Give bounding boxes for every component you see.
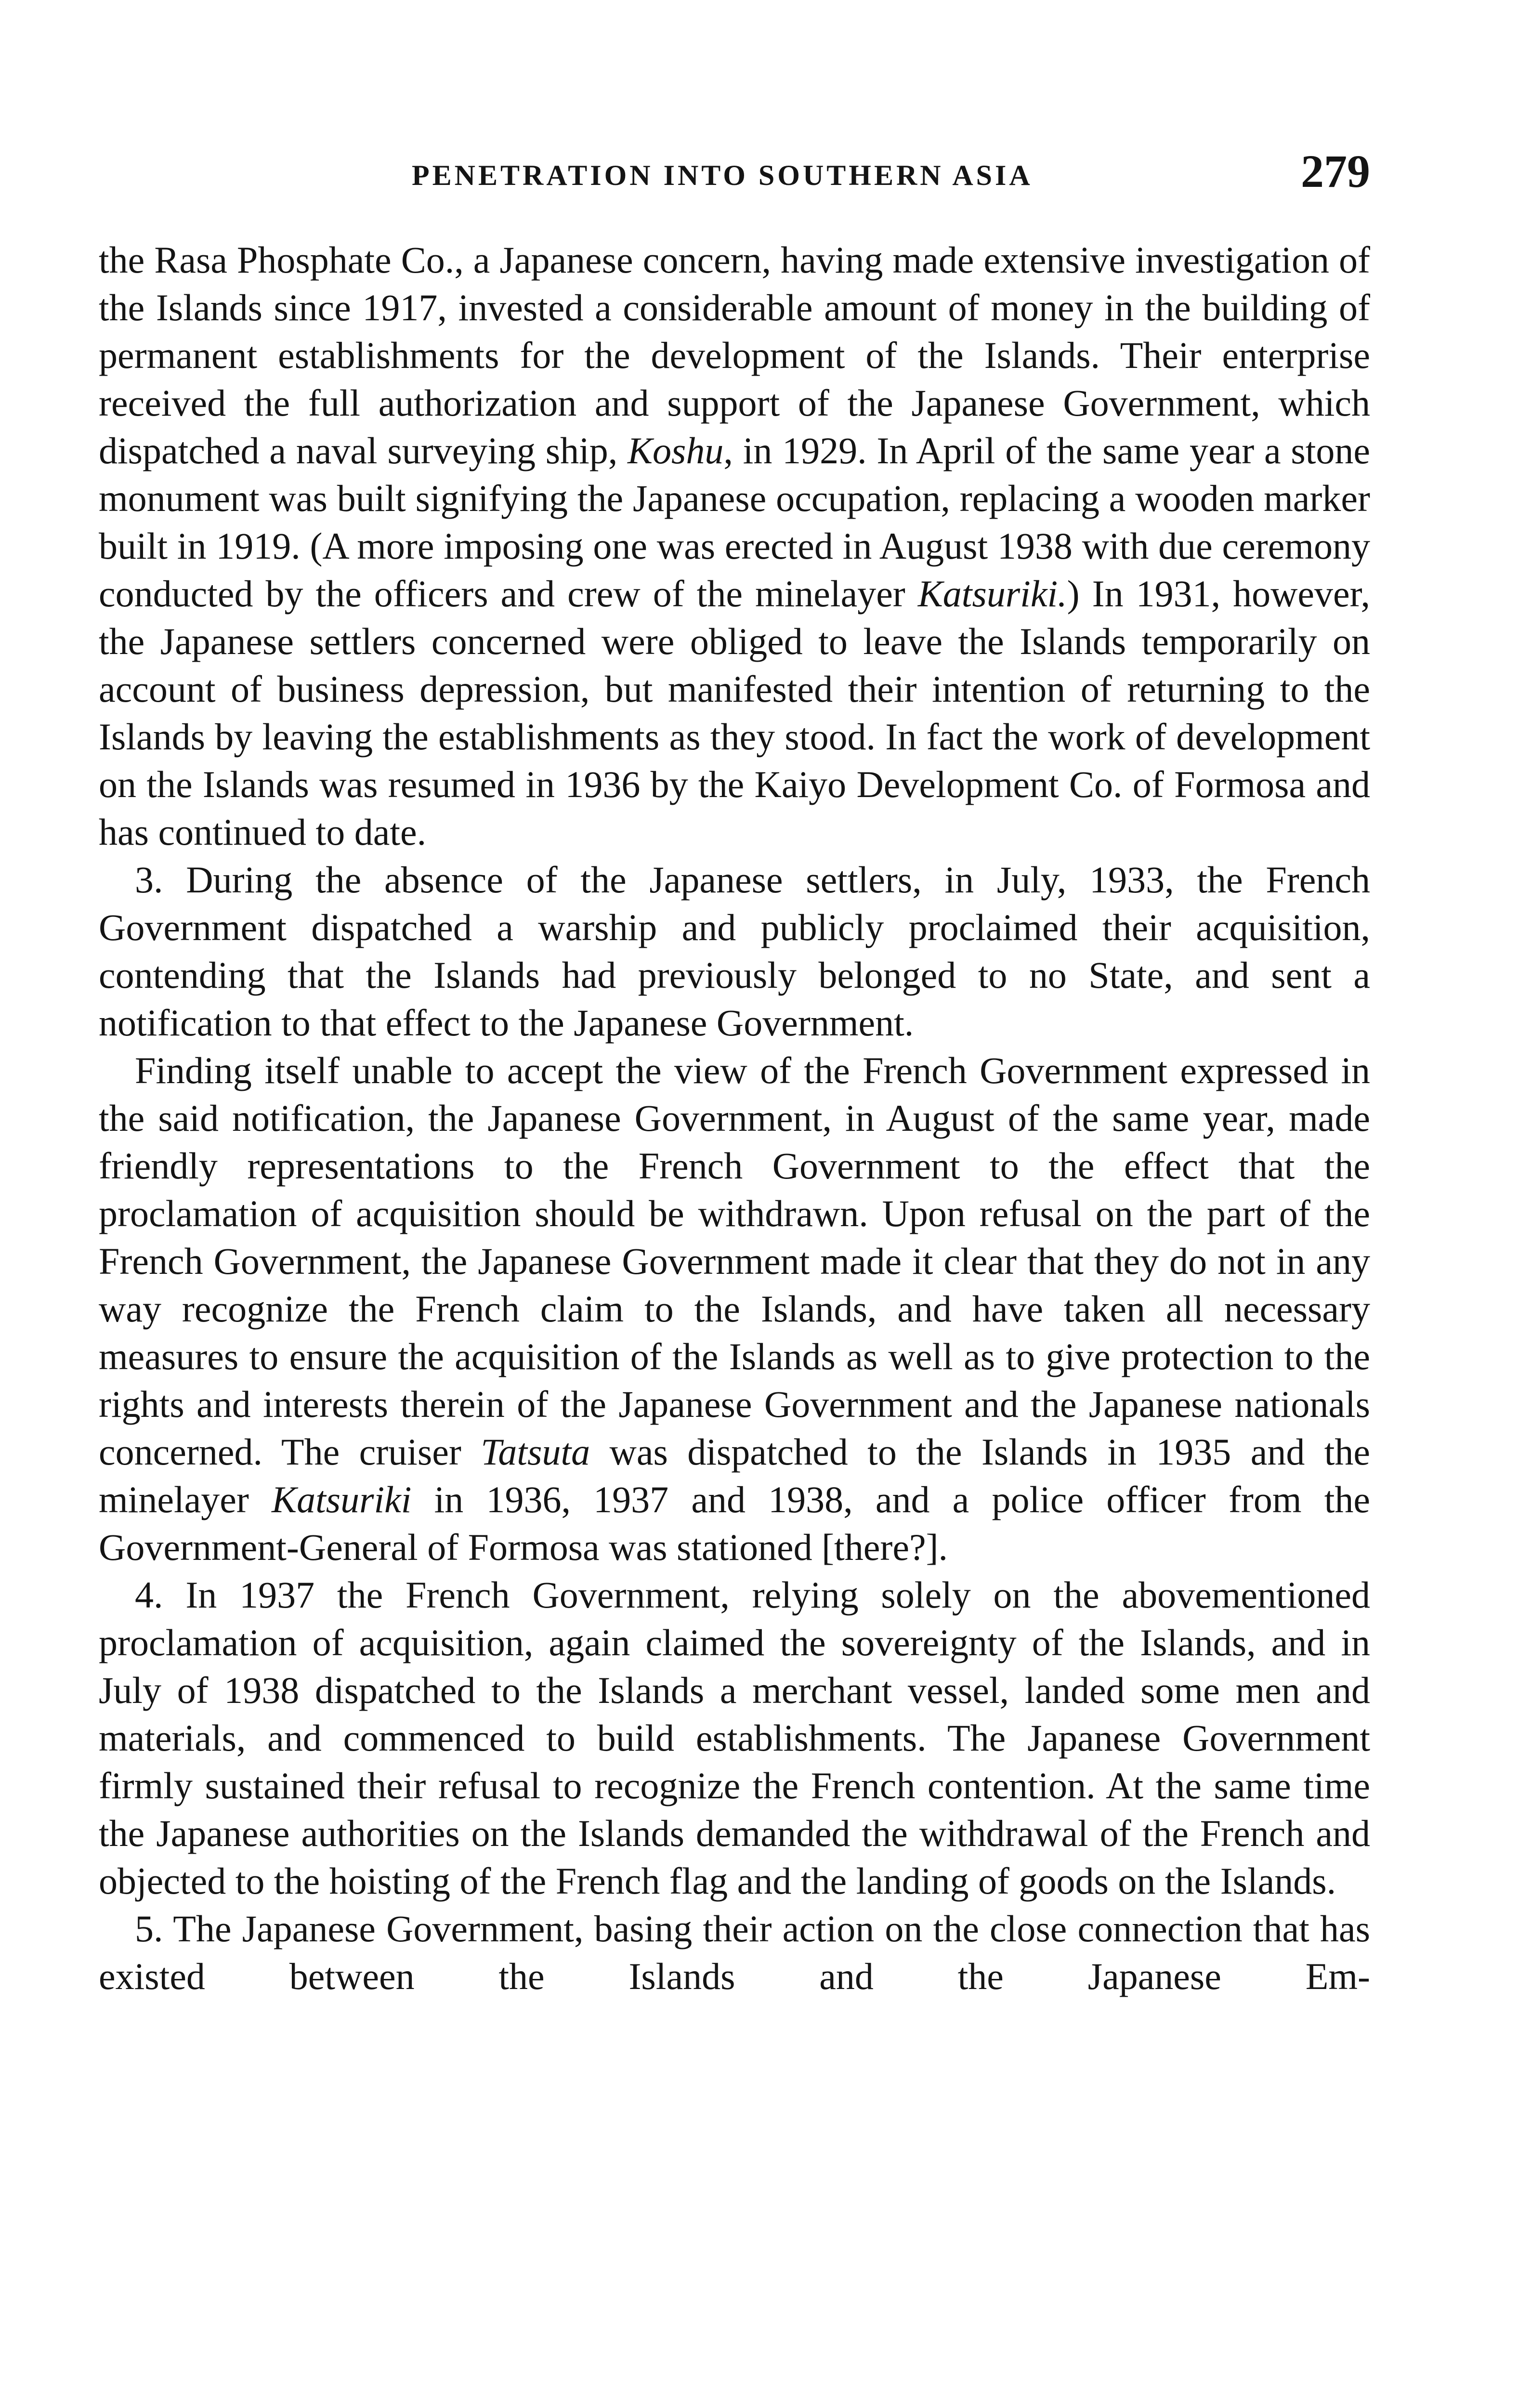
text-run: ) In 1931, however, the Japanese settlers concerned were obliged to leave the Islands temporarily on account of business depression, but manifested their intention of returning to the Islands by leaving the establishments as they stood. In fact the work of development on the Islands was resumed in 1936 by the Kaiyo Development Co. of Formosa and has continued to date. [99, 573, 1370, 853]
text-run: , in 1929. In April of the same year a stone monument was built signifying the Japanese occupation, replacing a wooden marker built in 1919. (A more imposing one was erected in August 1938 with due ceremony conducted by the officers and crew of the minelayer [99, 430, 1371, 615]
italic-text: Katsuriki [272, 1479, 412, 1520]
text-run: was dispatched to the Islands in 1935 and the minelayer [99, 1431, 1370, 1520]
text-run: 5. The Japanese Government, basing their action on the close connection that has existed between the Islands and the Japanese Em- [99, 1908, 1370, 1997]
paragraph [99, 856, 1370, 1047]
text-run: 3. During the absence of the Japanese settlers, in July, 1933, the French Government dispatched a warship and publicly proclaimed their acquisition, contending that the Islands had previously belonged to no State, and sent a notification to that effect to the Japanese Government. [99, 859, 1370, 1044]
text-run: Finding itself unable to accept the view of the French Government expressed in the said notification, the Japanese Government, in August of the same year, made friendly representations to the French Government to the effect that the proclamation of acquisition should be withdrawn. Upon refusal on the part of the French Government, the Japanese Government made it clear that they do not in any way recognize the French claim to the Islands, and have taken all necessary measures to ensure the acquisition of the Islands as well as to give protection to the rights and interests therein of the Japanese Government and the Japanese nationals concerned. The cruiser [99, 1049, 1370, 1473]
page-number: 279 [1301, 145, 1370, 197]
paragraph [99, 1905, 1370, 2000]
italic-text: Tatsuta [481, 1431, 590, 1473]
body-text [99, 236, 1370, 2000]
italic-text: Katsuriki. [917, 573, 1067, 615]
running-title: PENETRATION INTO SOUTHERN ASIA [412, 159, 1033, 191]
running-header [99, 144, 1370, 202]
document-page [99, 144, 1370, 2000]
paragraph [99, 236, 1370, 856]
text-run: 4. In 1937 the French Government, relying solely on the abovementioned proclamation of acquisition, again claimed the sovereignty of the Islands, and in July of 1938 dispatched to the Islands a merchant vessel, landed some men and materials, and commenced to build establishments. The Japanese Government firmly sustained their refusal to recognize the French contention. At the same time the Japanese authorities on the Islands demanded the withdrawal of the French and objected to the hoisting of the French flag and the landing of goods on the Islands. [99, 1574, 1370, 1902]
text-run: in 1936, 1937 and 1938, and a police officer from the Government-General of Formosa was stationed [there?]. [99, 1479, 1370, 1568]
paragraph [99, 1047, 1370, 1571]
italic-text: Koshu [628, 430, 724, 471]
text-run: the Rasa Phosphate Co., a Japanese concern, having made extensive investigation of the Islands since 1917, invested a considerable amount of money in the building of permanent establishments for the development of the Islands. Their enterprise received the full authorization and support of the Japanese Government, which dispatched a naval surveying ship, [99, 239, 1370, 471]
paragraph [99, 1571, 1370, 1905]
